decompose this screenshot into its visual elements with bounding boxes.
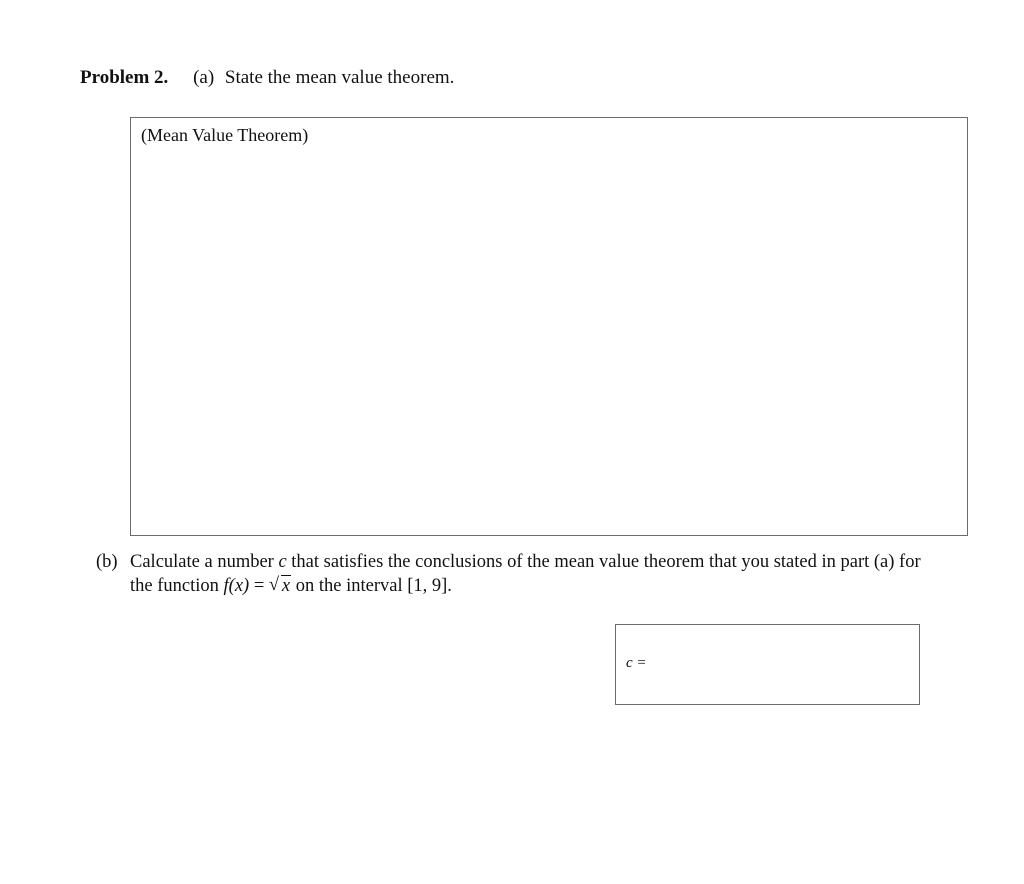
square-root xyxy=(269,574,291,598)
problem-heading xyxy=(80,66,454,90)
part-b-text-pre: Calculate a number xyxy=(130,552,274,572)
part-a-label: (a) xyxy=(193,67,215,88)
part-b-prompt xyxy=(96,550,936,598)
mean-value-theorem-answer-box[interactable] xyxy=(130,117,968,536)
radical-sign: √ xyxy=(268,575,280,595)
function-expression xyxy=(224,576,292,596)
radicand: x xyxy=(281,576,291,596)
part-b-text-post: on the interval [1, 9]. xyxy=(295,576,452,596)
function-name: f xyxy=(223,576,229,596)
answer-box-a-label: (Mean Value Theorem) xyxy=(141,125,309,145)
part-b-text-mid: that satisfies the conclusions of the mean value theorem that you stated in part (a) for the function xyxy=(130,552,921,596)
part-b-label: (b) xyxy=(96,552,118,572)
problem-number: Problem 2. xyxy=(80,67,169,88)
part-a-prompt: State the mean value theorem. xyxy=(224,67,455,88)
variable-c: c xyxy=(278,552,287,572)
part-b-text xyxy=(130,550,936,598)
equals-sign: = xyxy=(249,576,269,596)
c-value-answer-box[interactable] xyxy=(615,624,920,705)
answer-box-b-label: c = xyxy=(626,655,647,671)
function-variable: (x) xyxy=(228,576,250,596)
